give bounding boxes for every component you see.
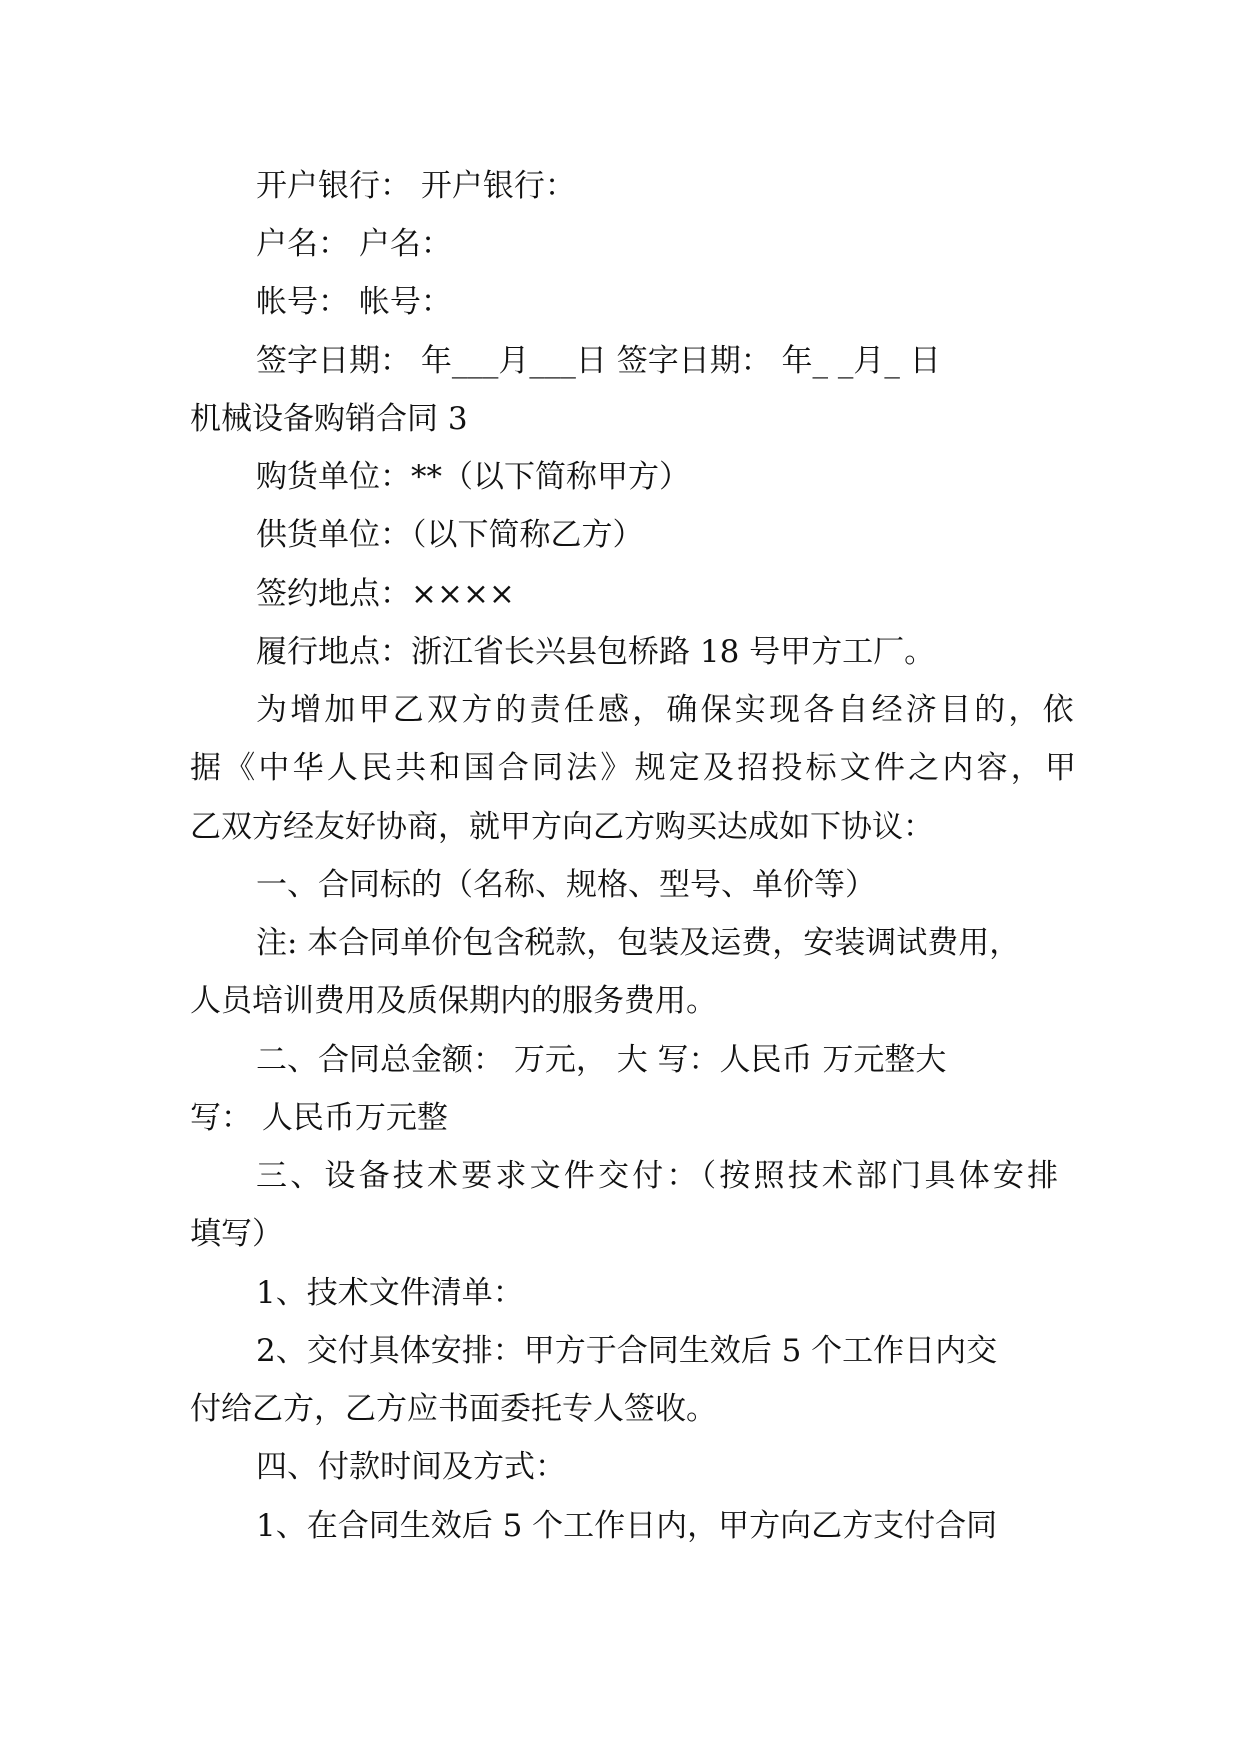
section-heading: 二、合同总金额： 万元， 大 写：人民币 万元整大 <box>256 1042 947 1078</box>
paragraph-line: 付给乙方，乙方应书面委托专人签收。 <box>190 1391 717 1427</box>
supplier-line: 供货单位：（以下简称乙方） <box>256 517 644 553</box>
section-heading: 四、付款时间及方式： <box>256 1449 566 1485</box>
paragraph-line: 填写） <box>190 1216 283 1252</box>
section-heading: 一、合同标的（名称、规格、型号、单价等） <box>256 867 876 903</box>
account-name-line: 户名： 户名： <box>256 226 452 262</box>
signing-place-line: 签约地点：×××× <box>256 576 515 612</box>
list-item: 2、交付具体安排：甲方于合同生效后 5 个工作日内交 <box>256 1333 998 1369</box>
section-heading: 三、设备技术要求文件交付：（按照技术部门具体安排 <box>256 1158 1062 1194</box>
contract-title: 机械设备购销合同 3 <box>190 401 468 437</box>
buyer-line: 购货单位：**（以下简称甲方） <box>256 459 690 495</box>
performance-place-line: 履行地点：浙江省长兴县包桥路 18 号甲方工厂。 <box>256 634 936 670</box>
paragraph-line: 乙双方经友好协商，就甲方向乙方购买达成如下协议： <box>190 809 934 845</box>
paragraph-line: 据《中华人民共和国合同法》规定及招投标文件之内容，甲 <box>190 750 1080 786</box>
paragraph-line: 注: 本合同单价包含税款，包装及运费，安装调试费用， <box>256 925 1021 961</box>
paragraph-line: 人员培训费用及质保期内的服务费用。 <box>190 983 717 1019</box>
paragraph-line: 写： 人民币万元整 <box>190 1100 448 1136</box>
bank-line: 开户银行： 开户银行： <box>256 168 576 204</box>
list-item: 1、在合同生效后 5 个工作日内，甲方向乙方支付合同 <box>256 1508 998 1544</box>
account-number-line: 帐号： 帐号： <box>256 284 452 320</box>
sign-date-line: 签字日期： 年___月___日 签字日期： 年_ _月_ 日 <box>256 343 941 379</box>
list-item: 1、技术文件清单： <box>256 1275 524 1311</box>
paragraph-line: 为增加甲乙双方的责任感，确保实现各自经济目的，依 <box>256 692 1077 728</box>
